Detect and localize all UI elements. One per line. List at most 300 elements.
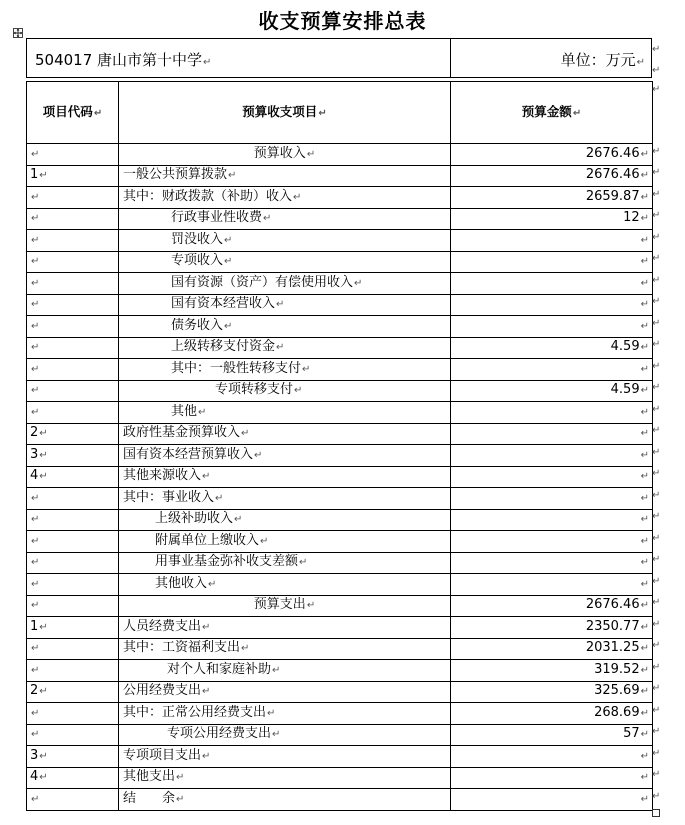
paragraph-mark-icon: ↵ xyxy=(202,686,211,698)
amount-cell[interactable] xyxy=(451,617,653,639)
row-end-mark-icon: ↵ xyxy=(652,425,661,436)
code-cell[interactable] xyxy=(27,294,119,316)
code-cell[interactable] xyxy=(27,552,119,574)
paragraph-mark-icon: ↵ xyxy=(31,707,40,719)
amount-cell[interactable] xyxy=(451,445,653,467)
paragraph-mark-icon: ↵ xyxy=(31,277,40,289)
item-cell[interactable] xyxy=(119,359,451,381)
paragraph-mark-icon: ↵ xyxy=(176,793,185,805)
amount-cell[interactable] xyxy=(451,660,653,682)
paragraph-mark-icon: ↵ xyxy=(640,428,649,440)
item-label: 债务收入 xyxy=(171,317,224,333)
paragraph-mark-icon: ↵ xyxy=(31,342,40,354)
table-resize-handle[interactable] xyxy=(652,809,660,817)
item-cell[interactable] xyxy=(119,337,451,359)
paragraph-mark-icon: ↵ xyxy=(640,363,649,375)
table-header-row xyxy=(27,82,653,144)
code-cell[interactable] xyxy=(27,402,119,424)
paragraph-mark-icon: ↵ xyxy=(640,729,649,741)
table-row xyxy=(27,531,653,553)
item-label: 其中：工资福利支出 xyxy=(123,640,241,656)
item-cell[interactable] xyxy=(119,552,451,574)
table-row xyxy=(27,488,653,510)
item-label: 用事业基金弥补收支差额 xyxy=(155,554,299,570)
table-body xyxy=(27,144,653,811)
item-label: 专项项目支出 xyxy=(123,747,202,763)
paragraph-mark-icon: ↵ xyxy=(254,449,263,461)
paragraph-mark-icon: ↵ xyxy=(272,729,281,741)
code-cell[interactable] xyxy=(27,574,119,596)
amount-value: 2676.46 xyxy=(585,145,640,161)
paragraph-mark-icon: ↵ xyxy=(306,600,316,612)
item-label: 政府性基金预算收入 xyxy=(123,425,241,441)
paragraph-mark-icon: ↵ xyxy=(31,729,40,741)
amount-value: 2676.46 xyxy=(585,597,640,613)
item-cell[interactable] xyxy=(119,187,451,209)
table-row xyxy=(27,251,653,273)
amount-value: 4.59 xyxy=(610,382,640,398)
paragraph-mark-icon: ↵ xyxy=(302,363,311,375)
amount-cell[interactable] xyxy=(451,251,653,273)
paragraph-mark-icon: ↵ xyxy=(640,557,649,569)
item-cell[interactable] xyxy=(119,402,451,424)
paragraph-mark-icon: ↵ xyxy=(263,213,272,225)
table-row xyxy=(27,445,653,467)
code-cell[interactable] xyxy=(27,638,119,660)
paragraph-mark-icon: ↵ xyxy=(39,686,48,698)
item-cell[interactable] xyxy=(119,789,451,811)
table-row xyxy=(27,703,653,725)
table-row xyxy=(27,789,653,811)
unit-name: 504017 唐山市第十中学 xyxy=(35,51,203,69)
table-row xyxy=(27,165,653,187)
code-cell[interactable] xyxy=(27,445,119,467)
table-row xyxy=(27,574,653,596)
item-cell[interactable] xyxy=(119,724,451,746)
item-code: 3 xyxy=(30,446,39,462)
paragraph-mark-icon: ↵ xyxy=(31,234,40,246)
paragraph-mark-icon: ↵ xyxy=(640,170,649,182)
code-cell[interactable] xyxy=(27,488,119,510)
paragraph-mark-icon: ↵ xyxy=(636,57,645,68)
row-end-mark-icon: ↵ xyxy=(652,683,661,694)
amount-value: 268.69 xyxy=(594,704,640,720)
amount-cell[interactable] xyxy=(451,703,653,725)
item-label: 对个人和家庭补助 xyxy=(167,661,272,677)
row-end-mark-icon: ↵ xyxy=(652,640,661,651)
item-cell[interactable] xyxy=(119,660,451,682)
table-row xyxy=(27,230,653,252)
paragraph-mark-icon: ↵ xyxy=(39,750,48,762)
amount-cell[interactable] xyxy=(451,595,653,617)
table-row xyxy=(27,638,653,660)
amount-cell[interactable] xyxy=(451,724,653,746)
table-row xyxy=(27,273,653,295)
header-divider xyxy=(450,39,451,77)
row-end-mark-icon: ↵ xyxy=(652,704,661,716)
item-label: 预算支出 xyxy=(253,597,306,613)
item-code: 2 xyxy=(30,425,39,441)
paragraph-mark-icon: ↵ xyxy=(215,492,224,504)
amount-value: 2350.77 xyxy=(585,618,640,634)
amount-cell[interactable] xyxy=(451,402,653,424)
row-end-mark-icon: ↵ xyxy=(652,618,661,630)
paragraph-mark-icon: ↵ xyxy=(640,191,649,203)
paragraph-mark-icon: ↵ xyxy=(224,320,233,332)
item-label: 其他来源收入 xyxy=(123,468,202,484)
row-end-mark-icon: ↵ xyxy=(652,83,661,95)
paragraph-mark-icon: ↵ xyxy=(306,148,316,160)
paragraph-mark-icon: ↵ xyxy=(640,234,649,246)
item-code: 4 xyxy=(30,769,39,785)
amount-value: 12 xyxy=(623,210,640,226)
paragraph-mark-icon: ↵ xyxy=(176,772,185,784)
row-end-mark-icon: ↵ xyxy=(652,468,661,479)
code-cell[interactable] xyxy=(27,423,119,445)
item-label: 上级补助收入 xyxy=(155,511,234,527)
paragraph-mark-icon: ↵ xyxy=(640,514,649,526)
row-end-mark-icon: ↵ xyxy=(652,446,661,458)
item-label: 公用经费支出 xyxy=(123,683,202,699)
item-cell[interactable] xyxy=(119,380,451,402)
code-cell[interactable] xyxy=(27,187,119,209)
code-cell[interactable] xyxy=(27,660,119,682)
code-cell[interactable] xyxy=(27,380,119,402)
paragraph-mark-icon: ↵ xyxy=(293,191,302,203)
table-row xyxy=(27,746,653,768)
column-header-item[interactable]: 预算收支项目↵ xyxy=(119,82,451,144)
amount-cell[interactable] xyxy=(451,359,653,381)
paragraph-mark-icon: ↵ xyxy=(39,428,48,440)
paragraph-mark-icon: ↵ xyxy=(640,707,649,719)
paragraph-mark-icon: ↵ xyxy=(640,578,649,590)
row-end-mark-icon: ↵ xyxy=(652,317,661,329)
paragraph-mark-icon: ↵ xyxy=(39,471,48,483)
code-cell[interactable] xyxy=(27,746,119,768)
item-label: 上级转移支付资金 xyxy=(171,339,276,355)
paragraph-mark-icon: ↵ xyxy=(276,342,285,354)
code-cell[interactable] xyxy=(27,703,119,725)
row-end-mark-icon: ↵ xyxy=(652,274,661,286)
unit-header-box xyxy=(26,38,652,78)
row-end-mark-icon: ↵ xyxy=(652,532,661,544)
paragraph-mark-icon: ↵ xyxy=(260,535,269,547)
paragraph-mark-icon: ↵ xyxy=(640,148,649,160)
item-cell[interactable] xyxy=(119,531,451,553)
table-row xyxy=(27,402,653,424)
paragraph-mark-icon: ↵ xyxy=(354,277,363,289)
item-cell[interactable] xyxy=(119,703,451,725)
paragraph-mark-icon: ↵ xyxy=(31,600,40,612)
paragraph-mark-icon: ↵ xyxy=(640,535,649,547)
paragraph-mark-icon: ↵ xyxy=(31,213,40,225)
item-label: 国有资本经营收入 xyxy=(171,296,276,312)
code-cell[interactable] xyxy=(27,595,119,617)
paragraph-mark-icon: ↵ xyxy=(267,707,276,719)
paragraph-mark-icon: ↵ xyxy=(640,256,649,268)
item-cell[interactable] xyxy=(119,617,451,639)
amount-value: 2659.87 xyxy=(585,188,640,204)
item-cell[interactable] xyxy=(119,595,451,617)
amount-cell[interactable] xyxy=(451,294,653,316)
paragraph-mark-icon: ↵ xyxy=(31,320,40,332)
amount-cell[interactable] xyxy=(451,316,653,338)
paragraph-mark-icon: ↵ xyxy=(31,148,40,160)
item-label: 人员经费支出 xyxy=(123,618,202,634)
row-end-mark-icon: ↵ xyxy=(652,403,661,415)
item-label: 国有资本经营预算收入 xyxy=(123,446,254,462)
row-end-mark-icon: ↵ xyxy=(652,382,661,393)
amount-cell[interactable] xyxy=(451,165,653,187)
paragraph-mark-icon: ↵ xyxy=(640,299,649,311)
table-row xyxy=(27,617,653,639)
row-end-mark-icon: ↵ xyxy=(652,554,661,565)
paragraph-mark-icon: ↵ xyxy=(39,449,48,461)
amount-value: 2031.25 xyxy=(585,640,640,656)
table-row xyxy=(27,767,653,789)
amount-cell[interactable] xyxy=(451,509,653,531)
item-label: 专项公用经费支出 xyxy=(167,726,272,742)
row-end-mark-icon: ↵ xyxy=(652,210,661,221)
table-row xyxy=(27,294,653,316)
table-row xyxy=(27,423,653,445)
item-cell[interactable] xyxy=(119,746,451,768)
code-cell[interactable] xyxy=(27,337,119,359)
paragraph-mark-icon: ↵ xyxy=(31,363,40,375)
paragraph-mark-icon: ↵ xyxy=(640,385,649,397)
paragraph-mark-icon: ↵ xyxy=(31,191,40,203)
amount-cell[interactable] xyxy=(451,273,653,295)
code-cell[interactable] xyxy=(27,724,119,746)
unit-label: 单位：万元 xyxy=(560,51,636,69)
amount-cell[interactable] xyxy=(451,574,653,596)
item-label: 附属单位上缴收入 xyxy=(155,532,260,548)
item-code: 1 xyxy=(30,618,39,634)
paragraph-mark-icon: ↵ xyxy=(31,256,40,268)
table-row xyxy=(27,337,653,359)
paragraph-mark-icon: ↵ xyxy=(299,557,308,569)
amount-cell[interactable] xyxy=(451,230,653,252)
item-label: 专项转移支付 xyxy=(215,382,294,398)
item-cell[interactable] xyxy=(119,574,451,596)
item-cell[interactable] xyxy=(119,423,451,445)
paragraph-mark-icon: ↵ xyxy=(640,320,649,332)
item-cell[interactable] xyxy=(119,445,451,467)
item-cell[interactable] xyxy=(119,251,451,273)
row-end-mark-icon: ↵ xyxy=(652,747,661,759)
paragraph-mark-icon: ↵ xyxy=(640,471,649,483)
unit-name-cell[interactable] xyxy=(35,49,211,70)
code-cell[interactable] xyxy=(27,466,119,488)
item-label: 其中：正常公用经费支出 xyxy=(123,704,267,720)
row-end-mark-icon: ↵ xyxy=(652,726,661,737)
paragraph-mark-icon: ↵ xyxy=(31,299,40,311)
code-cell[interactable] xyxy=(27,144,119,166)
code-cell[interactable] xyxy=(27,767,119,789)
item-label: 行政事业性收费 xyxy=(171,210,263,226)
amount-value: 319.52 xyxy=(594,661,640,677)
paragraph-mark-icon: ↵ xyxy=(202,750,211,762)
paragraph-mark-icon: ↵ xyxy=(234,514,243,526)
paragraph-mark-icon: ↵ xyxy=(31,535,40,547)
paragraph-mark-icon: ↵ xyxy=(640,492,649,504)
paragraph-mark-icon: ↵ xyxy=(31,643,40,655)
item-cell[interactable] xyxy=(119,638,451,660)
paragraph-mark-icon: ↵ xyxy=(31,514,40,526)
table-row xyxy=(27,724,653,746)
code-cell[interactable] xyxy=(27,531,119,553)
amount-cell[interactable] xyxy=(451,466,653,488)
table-row xyxy=(27,681,653,703)
item-cell[interactable] xyxy=(119,165,451,187)
amount-cell[interactable] xyxy=(451,789,653,811)
table-row xyxy=(27,552,653,574)
table-row xyxy=(27,660,653,682)
paragraph-mark-icon: ↵ xyxy=(31,406,40,418)
column-header-amount[interactable]: 预算金额↵ xyxy=(451,82,653,144)
amount-cell[interactable] xyxy=(451,638,653,660)
paragraph-mark-icon: ↵ xyxy=(228,170,237,182)
paragraph-mark-icon: ↵ xyxy=(640,621,649,633)
paragraph-mark-icon: ↵ xyxy=(276,299,285,311)
item-label: 一般公共预算拨款 xyxy=(123,167,228,183)
item-label: 其中：财政拨款（补助）收入 xyxy=(123,188,293,204)
item-cell[interactable] xyxy=(119,144,451,166)
paragraph-mark-icon: ↵ xyxy=(39,170,48,182)
paragraph-mark-icon: ↵ xyxy=(294,385,303,397)
item-cell[interactable] xyxy=(119,273,451,295)
amount-cell[interactable] xyxy=(451,144,653,166)
amount-cell[interactable] xyxy=(451,746,653,768)
unit-label-cell[interactable] xyxy=(452,49,645,70)
item-label: 预算收入 xyxy=(253,145,306,161)
table-row xyxy=(27,208,653,230)
row-end-mark-icon: ↵ xyxy=(652,511,661,522)
row-end-mark-icon: ↵ xyxy=(652,231,661,243)
paragraph-mark-icon: ↵ xyxy=(31,793,40,805)
document-title: 收支预算安排总表 xyxy=(258,9,427,33)
amount-cell[interactable] xyxy=(451,380,653,402)
table-row xyxy=(27,144,653,166)
paragraph-mark-icon: ↵ xyxy=(640,342,649,354)
item-cell[interactable] xyxy=(119,208,451,230)
row-end-mark-icon: ↵ xyxy=(652,360,661,372)
code-cell[interactable] xyxy=(27,509,119,531)
row-end-mark-icon: ↵ xyxy=(652,339,661,350)
paragraph-mark-icon: ↵ xyxy=(640,793,649,805)
amount-cell[interactable] xyxy=(451,187,653,209)
item-label: 结 余 xyxy=(123,790,176,806)
paragraph-mark-icon: ↵ xyxy=(272,664,281,676)
code-cell[interactable] xyxy=(27,359,119,381)
paragraph-mark-icon: ↵ xyxy=(640,600,649,612)
paragraph-mark-icon: ↵ xyxy=(241,643,250,655)
row-end-mark-icon: ↵ xyxy=(652,790,661,802)
amount-value: 325.69 xyxy=(594,683,640,699)
item-cell[interactable] xyxy=(119,488,451,510)
item-code: 1 xyxy=(30,167,39,183)
paragraph-mark-icon: ↵ xyxy=(31,578,40,590)
table-move-handle-icon[interactable] xyxy=(13,28,23,38)
item-cell[interactable] xyxy=(119,294,451,316)
paragraph-mark-icon: ↵ xyxy=(640,406,649,418)
item-code: 4 xyxy=(30,468,39,484)
budget-table xyxy=(26,81,653,811)
code-cell[interactable] xyxy=(27,316,119,338)
paragraph-mark-icon: ↵ xyxy=(208,578,217,590)
amount-cell[interactable] xyxy=(451,552,653,574)
paragraph-mark-icon: ↵ xyxy=(640,686,649,698)
row-end-mark-icon: ↵ xyxy=(652,296,661,307)
row-end-mark-icon: ↵ xyxy=(652,769,661,780)
code-cell[interactable] xyxy=(27,617,119,639)
paragraph-mark-icon: ↵ xyxy=(198,406,207,418)
item-code: 2 xyxy=(30,683,39,699)
table-row xyxy=(27,316,653,338)
table-row xyxy=(27,359,653,381)
code-cell[interactable] xyxy=(27,789,119,811)
code-cell[interactable] xyxy=(27,208,119,230)
row-end-mark-icon: ↵ xyxy=(652,65,661,76)
item-cell[interactable] xyxy=(119,767,451,789)
paragraph-mark-icon: ↵ xyxy=(640,750,649,762)
code-cell[interactable] xyxy=(27,273,119,295)
item-cell[interactable] xyxy=(119,466,451,488)
paragraph-mark-icon: ↵ xyxy=(224,256,233,268)
table-row xyxy=(27,466,653,488)
item-label: 罚没收入 xyxy=(171,231,224,247)
amount-value: 57 xyxy=(623,726,640,742)
item-label: 国有资源（资产）有偿使用收入 xyxy=(171,274,354,290)
code-cell[interactable] xyxy=(27,165,119,187)
item-label: 其中：一般性转移支付 xyxy=(171,360,302,376)
item-label: 其他收入 xyxy=(155,575,208,591)
amount-cell[interactable] xyxy=(451,337,653,359)
code-cell[interactable] xyxy=(27,251,119,273)
paragraph-mark-icon: ↵ xyxy=(31,492,40,504)
column-header-code[interactable]: 项目代码↵ xyxy=(27,82,119,144)
amount-cell[interactable] xyxy=(451,767,653,789)
item-label: 其中：事业收入 xyxy=(123,489,215,505)
row-end-mark-icon: ↵ xyxy=(652,253,661,264)
row-end-mark-icon: ↵ xyxy=(652,661,661,673)
paragraph-mark-icon: ↵ xyxy=(31,557,40,569)
paragraph-mark-icon: ↵ xyxy=(31,664,40,676)
item-cell[interactable] xyxy=(119,509,451,531)
paragraph-mark-icon: ↵ xyxy=(640,213,649,225)
item-label: 其他支出 xyxy=(123,769,176,785)
amount-cell[interactable] xyxy=(451,488,653,510)
amount-cell[interactable] xyxy=(451,531,653,553)
paragraph-mark-icon: ↵ xyxy=(31,385,40,397)
paragraph-mark-icon: ↵ xyxy=(203,57,212,68)
item-code: 3 xyxy=(30,747,39,763)
amount-value: 2676.46 xyxy=(585,167,640,183)
item-cell[interactable] xyxy=(119,316,451,338)
paragraph-mark-icon: ↵ xyxy=(39,772,48,784)
row-end-mark-icon: ↵ xyxy=(652,145,661,157)
item-cell[interactable] xyxy=(119,230,451,252)
amount-cell[interactable] xyxy=(451,423,653,445)
code-cell[interactable] xyxy=(27,681,119,703)
paragraph-mark-icon: ↵ xyxy=(202,471,211,483)
code-cell[interactable] xyxy=(27,230,119,252)
table-row xyxy=(27,380,653,402)
amount-cell[interactable] xyxy=(451,208,653,230)
item-cell[interactable] xyxy=(119,681,451,703)
amount-cell[interactable] xyxy=(451,681,653,703)
paragraph-mark-icon: ↵ xyxy=(640,664,649,676)
